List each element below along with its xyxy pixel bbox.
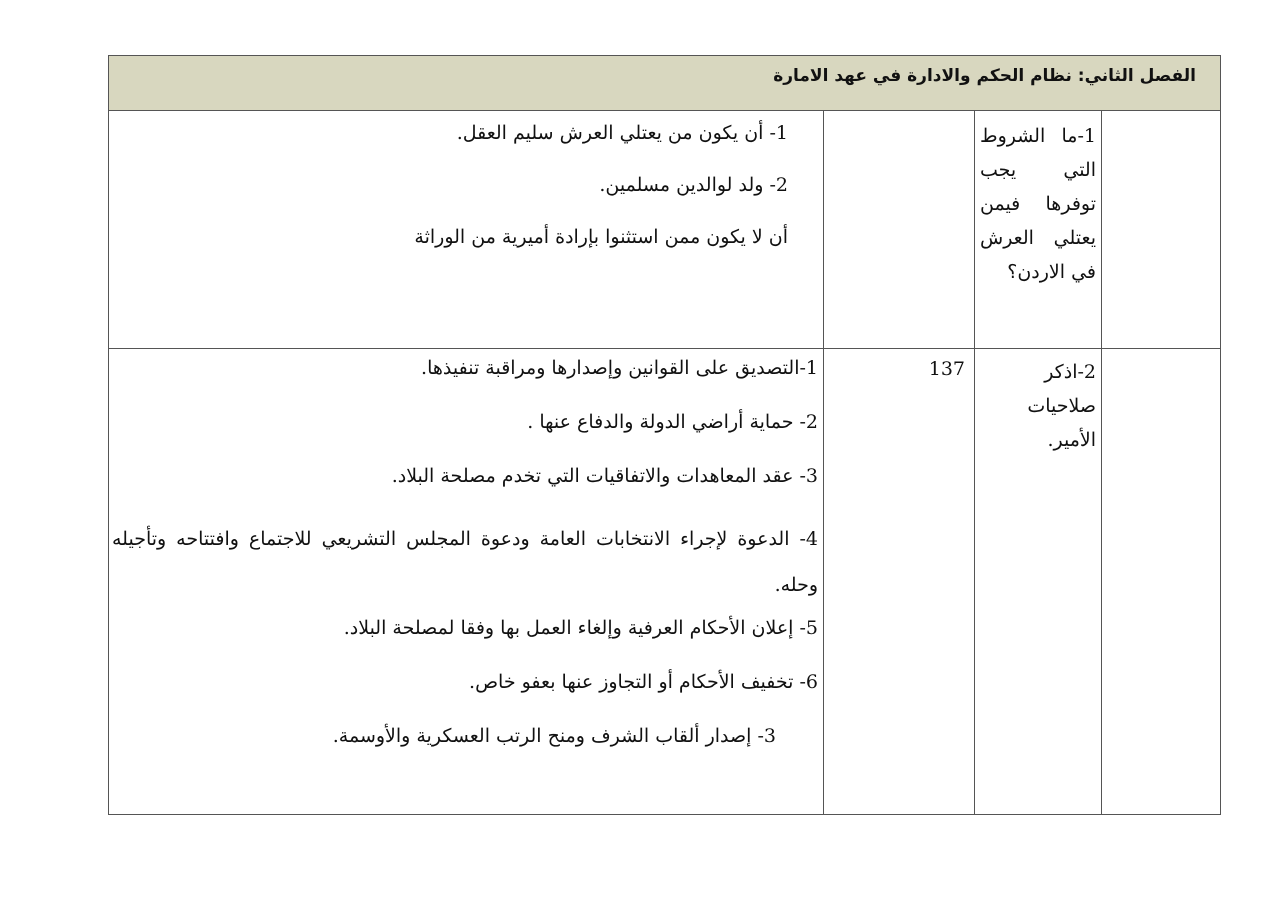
- answer-item: 1- أن يكون من يعتلي العرش سليم العقل.: [456, 122, 788, 144]
- page-ref-2: 137: [928, 358, 965, 380]
- answers-1: [118, 119, 818, 251]
- answers-2: [112, 354, 818, 750]
- column-divider: [823, 111, 824, 814]
- answer-item: 3- إصدار ألقاب الشرف ومنح الرتب العسكرية والأوسمة.: [332, 725, 776, 747]
- row-divider: [109, 348, 1220, 349]
- answer-item: أن لا يكون ممن استثنوا بإرادة أميرية من الوراثة: [414, 226, 788, 248]
- answer-item: 6- تخفيف الأحكام أو التجاوز عنها بعفو خاص.: [469, 671, 818, 693]
- column-divider: [1101, 111, 1102, 814]
- answer-table: [108, 55, 1221, 815]
- column-divider: [974, 111, 975, 814]
- answer-item: 2- حماية أراضي الدولة والدفاع عنها .: [527, 411, 818, 433]
- question-2: 2-اذكر صلاحيات الأمير.: [1027, 361, 1096, 451]
- answer-item: 4- الدعوة لإجراء الانتخابات العامة ودعوة المجلس التشريعي للاجتماع وافتتاحه وتأجيله وحله.: [112, 528, 818, 596]
- question-1: 1-ما الشروط التي يجب توفرها فيمن يعتلي العرش في الاردن؟: [980, 125, 1096, 283]
- answer-item: 3- عقد المعاهدات والاتفاقيات التي تخدم مصلحة البلاد.: [391, 465, 818, 487]
- answer-item: 1-التصديق على القوانين وإصدارها ومراقبة تنفيذها.: [421, 357, 818, 379]
- answer-item: 2- ولد لوالدين مسلمين.: [599, 174, 788, 196]
- answer-item: 5- إعلان الأحكام العرفية وإلغاء العمل بها وفقا لمصلحة البلاد.: [343, 617, 818, 639]
- chapter-title: الفصل الثاني: نظام الحكم والادارة في عهد الامارة: [109, 56, 1220, 111]
